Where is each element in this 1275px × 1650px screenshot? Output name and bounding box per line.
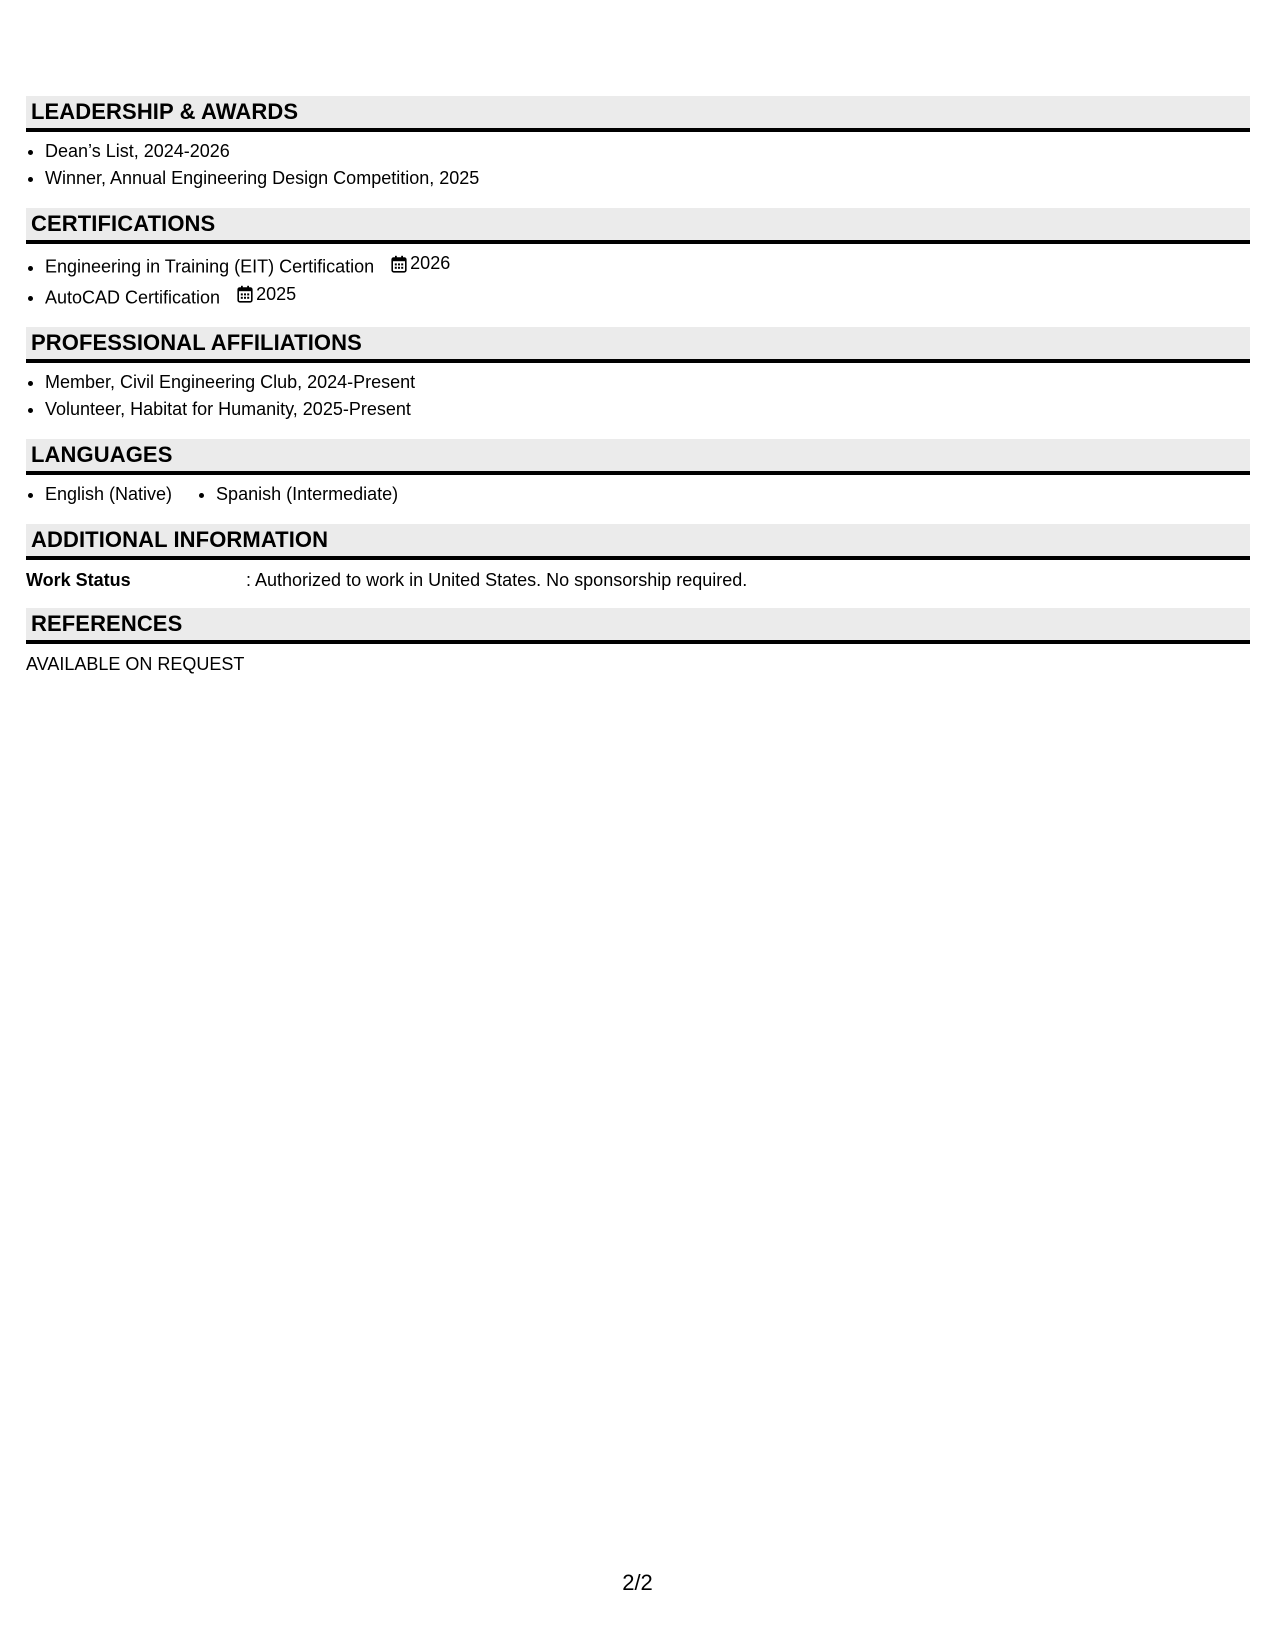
list-item: [45, 250, 1250, 281]
certification-year: 2026: [410, 253, 451, 273]
section-certifications: [26, 208, 1250, 311]
section-title: LANGUAGES: [31, 442, 173, 467]
section-title: LEADERSHIP & AWARDS: [31, 99, 299, 124]
list-item: • Winner, Annual Engineering Design Competition, 2025: [45, 165, 1250, 192]
section-header: [26, 327, 1250, 363]
list-item: • Volunteer, Habitat for Humanity, 2025-Present: [45, 396, 1250, 423]
section-title: REFERENCES: [31, 611, 183, 636]
certification-name: Engineering in Training (EIT) Certification: [45, 256, 375, 277]
certification-date: [237, 281, 296, 308]
certification-year: 2025: [256, 283, 297, 304]
section-references: [26, 608, 1250, 676]
resume-page: [26, 96, 1250, 692]
languages-list: [26, 481, 1250, 508]
page-number: 2/2: [622, 1570, 653, 1595]
section-title: PROFESSIONAL AFFILIATIONS: [31, 330, 362, 355]
calendar-icon: [391, 255, 407, 273]
list-item: • Member, Civil Engineering Club, 2024-Present: [45, 369, 1250, 396]
work-status-label: Work Status: [26, 570, 131, 590]
section-title: CERTIFICATIONS: [31, 211, 216, 236]
section-languages: [26, 439, 1250, 508]
section-header: [26, 208, 1250, 244]
calendar-icon: [237, 285, 253, 303]
section-additional-information: [26, 524, 1250, 592]
certification-date: [391, 250, 450, 277]
affiliations-list: [26, 369, 1250, 423]
list-item: • English (Native): [45, 481, 172, 508]
certifications-list: [26, 250, 1250, 311]
references-text: AVAILABLE ON REQUEST: [26, 654, 245, 674]
awards-list: [26, 138, 1250, 192]
section-header: [26, 608, 1250, 644]
list-item: [45, 281, 1250, 312]
section-professional-affiliations: [26, 327, 1250, 423]
section-header: [26, 439, 1250, 475]
section-header: [26, 96, 1250, 132]
work-status-row: [26, 568, 1250, 592]
list-item: • Spanish (Intermediate): [216, 481, 398, 508]
section-title: ADDITIONAL INFORMATION: [31, 527, 329, 552]
section-leadership-awards: [26, 96, 1250, 192]
section-header: [26, 524, 1250, 560]
list-item: • Dean’s List, 2024-2026: [45, 138, 1250, 165]
work-status-value: : Authorized to work in United States. No sponsorship required.: [246, 570, 748, 590]
certification-name: AutoCAD Certification: [45, 287, 221, 307]
